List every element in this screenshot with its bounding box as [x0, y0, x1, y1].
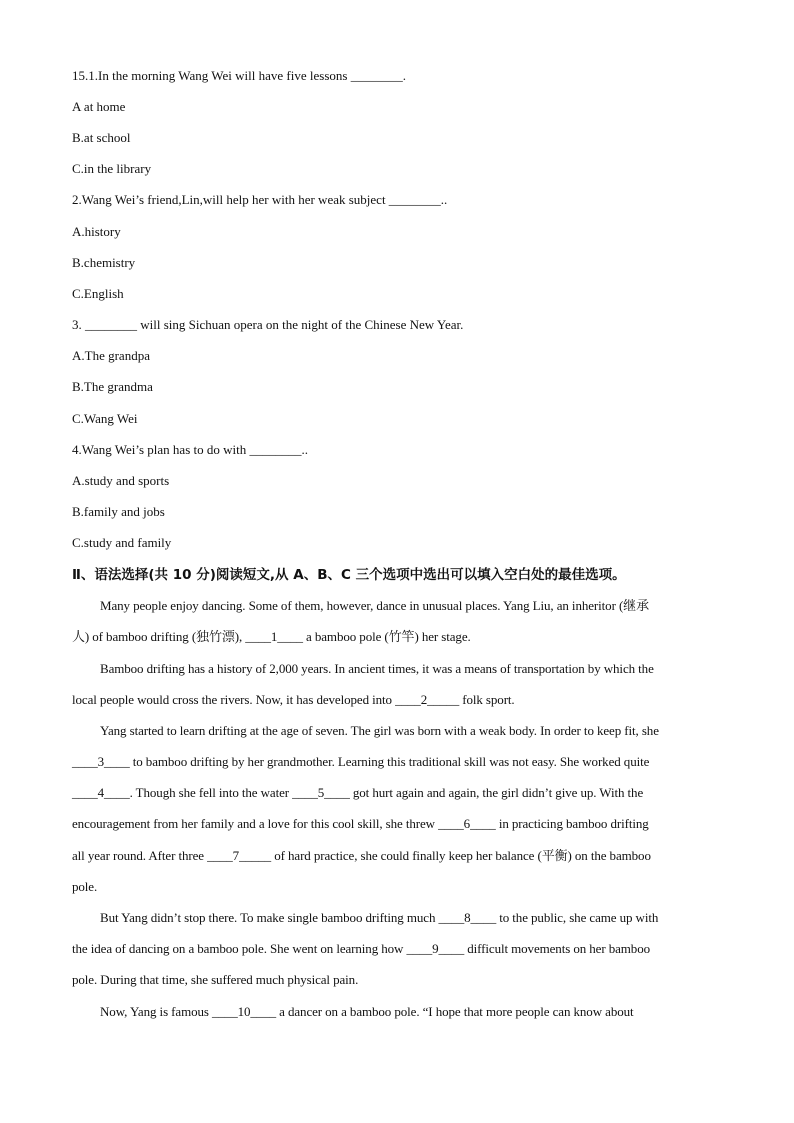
question-1-option-b: B.at school	[72, 130, 131, 145]
section-2-heading: Ⅱ、语法选择(共 10 分)阅读短文,从 A、B、C 三个选项中选出可以填入空白处的最佳选项。	[72, 567, 626, 583]
passage-line: Bamboo drifting has a history of 2,000 years. In ancient times, it was a means of transportation by which the	[100, 661, 654, 676]
passage-line: ____3____ to bamboo drifting by her grandmother. Learning this traditional skill was not easy. She worked quite	[72, 754, 650, 769]
passage-line: the idea of dancing on a bamboo pole. She went on learning how ____9____ difficult movements on her bamboo	[72, 941, 651, 956]
question-2-option-a: A.history	[72, 224, 121, 239]
question-1-option-c: C.in the library	[72, 161, 152, 176]
question-3-option-c: C.Wang Wei	[72, 411, 138, 426]
passage-line: Many people enjoy dancing. Some of them, however, dance in unusual places. Yang Liu, an inheritor (继承	[100, 598, 649, 613]
passage-line: pole.	[72, 879, 98, 894]
passage-line: Now, Yang is famous ____10____ a dancer on a bamboo pole. “I hope that more people can know about	[100, 1004, 634, 1019]
question-1-stem: 15.1.In the morning Wang Wei will have five lessons ________.	[72, 68, 406, 83]
passage-line: encouragement from her family and a love for this cool skill, she threw ____6____ in practicing bamboo drifting	[72, 816, 649, 831]
passage-line: 人) of bamboo drifting (独竹漂), ____1____ a bamboo pole (竹竿) her stage.	[72, 629, 471, 644]
question-4-option-b: B.family and jobs	[72, 504, 165, 519]
question-4-stem: 4.Wang Wei’s plan has to do with ________..	[72, 442, 308, 457]
passage-line: ____4____. Though she fell into the water ____5____ got hurt again and again, the girl didn’t give up. With the	[72, 785, 644, 800]
passage-line: Yang started to learn drifting at the age of seven. The girl was born with a weak body. In order to keep fit, she	[100, 723, 659, 738]
question-4-option-c: C.study and family	[72, 535, 172, 550]
passage-line: But Yang didn’t stop there. To make single bamboo drifting much ____8____ to the public, she came up with	[100, 910, 659, 925]
passage-line: all year round. After three ____7_____ of hard practice, she could finally keep her balance (平衡) on the bamboo	[72, 848, 651, 863]
passage-line: pole. During that time, she suffered much physical pain.	[72, 972, 359, 987]
question-2-option-b: B.chemistry	[72, 255, 136, 270]
question-3-stem: 3. ________ will sing Sichuan opera on the night of the Chinese New Year.	[72, 317, 464, 332]
question-4-option-a: A.study and sports	[72, 473, 170, 488]
question-2-option-c: C.English	[72, 286, 124, 301]
question-3-option-a: A.The grandpa	[72, 348, 150, 363]
question-3-option-b: B.The grandma	[72, 379, 153, 394]
question-2-stem: 2.Wang Wei’s friend,Lin,will help her with her weak subject ________..	[72, 192, 448, 207]
passage-line: local people would cross the rivers. Now, it has developed into ____2_____ folk sport.	[72, 692, 515, 707]
question-1-option-a: A at home	[72, 99, 126, 114]
